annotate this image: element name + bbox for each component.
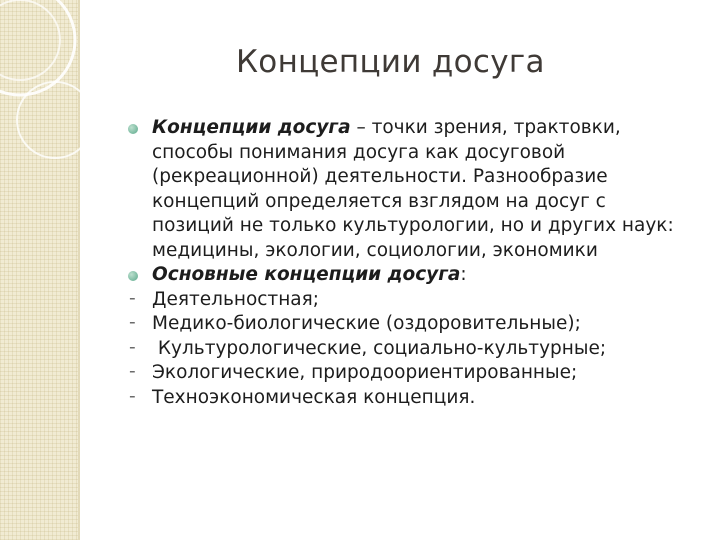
dash-item (129, 287, 682, 313)
dash-item-text: Культурологические, социально-культурные; (152, 337, 607, 359)
dash-marker: - (129, 361, 136, 382)
dash-marker: - (129, 336, 136, 358)
bullet-icon (128, 124, 138, 134)
dash-item (129, 336, 682, 362)
dash-item-text: Деятельностная; (152, 288, 320, 310)
bullet-emphasis: Основные концепции досуга (152, 264, 461, 285)
slide-title: Концепции досуга (236, 44, 545, 80)
dash-marker: - (129, 385, 136, 407)
dash-item-text: Экологические, природоориентированные; (152, 362, 578, 383)
bullet-text: – точки зрения, трактовки, способы понимания досуга как досуговой (рекреационной) деятельности. Разнообразие концепций определяется взглядом на досуг с позиций не только культурологии, но и других наук: медицины, экологии, социологии, экономики (152, 117, 674, 261)
dash-marker: - (129, 312, 136, 333)
dash-item (129, 385, 682, 411)
bullet-icon (128, 271, 138, 281)
bullet-item-main-concepts (152, 263, 682, 288)
dash-item (129, 361, 682, 386)
bullet-item-definition (152, 116, 682, 263)
decorative-swirl-icon (0, 0, 80, 200)
dash-marker: - (129, 287, 136, 309)
dash-item-text: Медико-биологические (оздоровительные); (152, 313, 581, 334)
slide-content (129, 116, 682, 410)
dash-item-text: Техноэкономическая концепция. (152, 386, 476, 408)
bullet-emphasis: Концепции досуга (152, 117, 351, 138)
bullet-text: : (460, 264, 467, 285)
dash-item (129, 312, 682, 337)
